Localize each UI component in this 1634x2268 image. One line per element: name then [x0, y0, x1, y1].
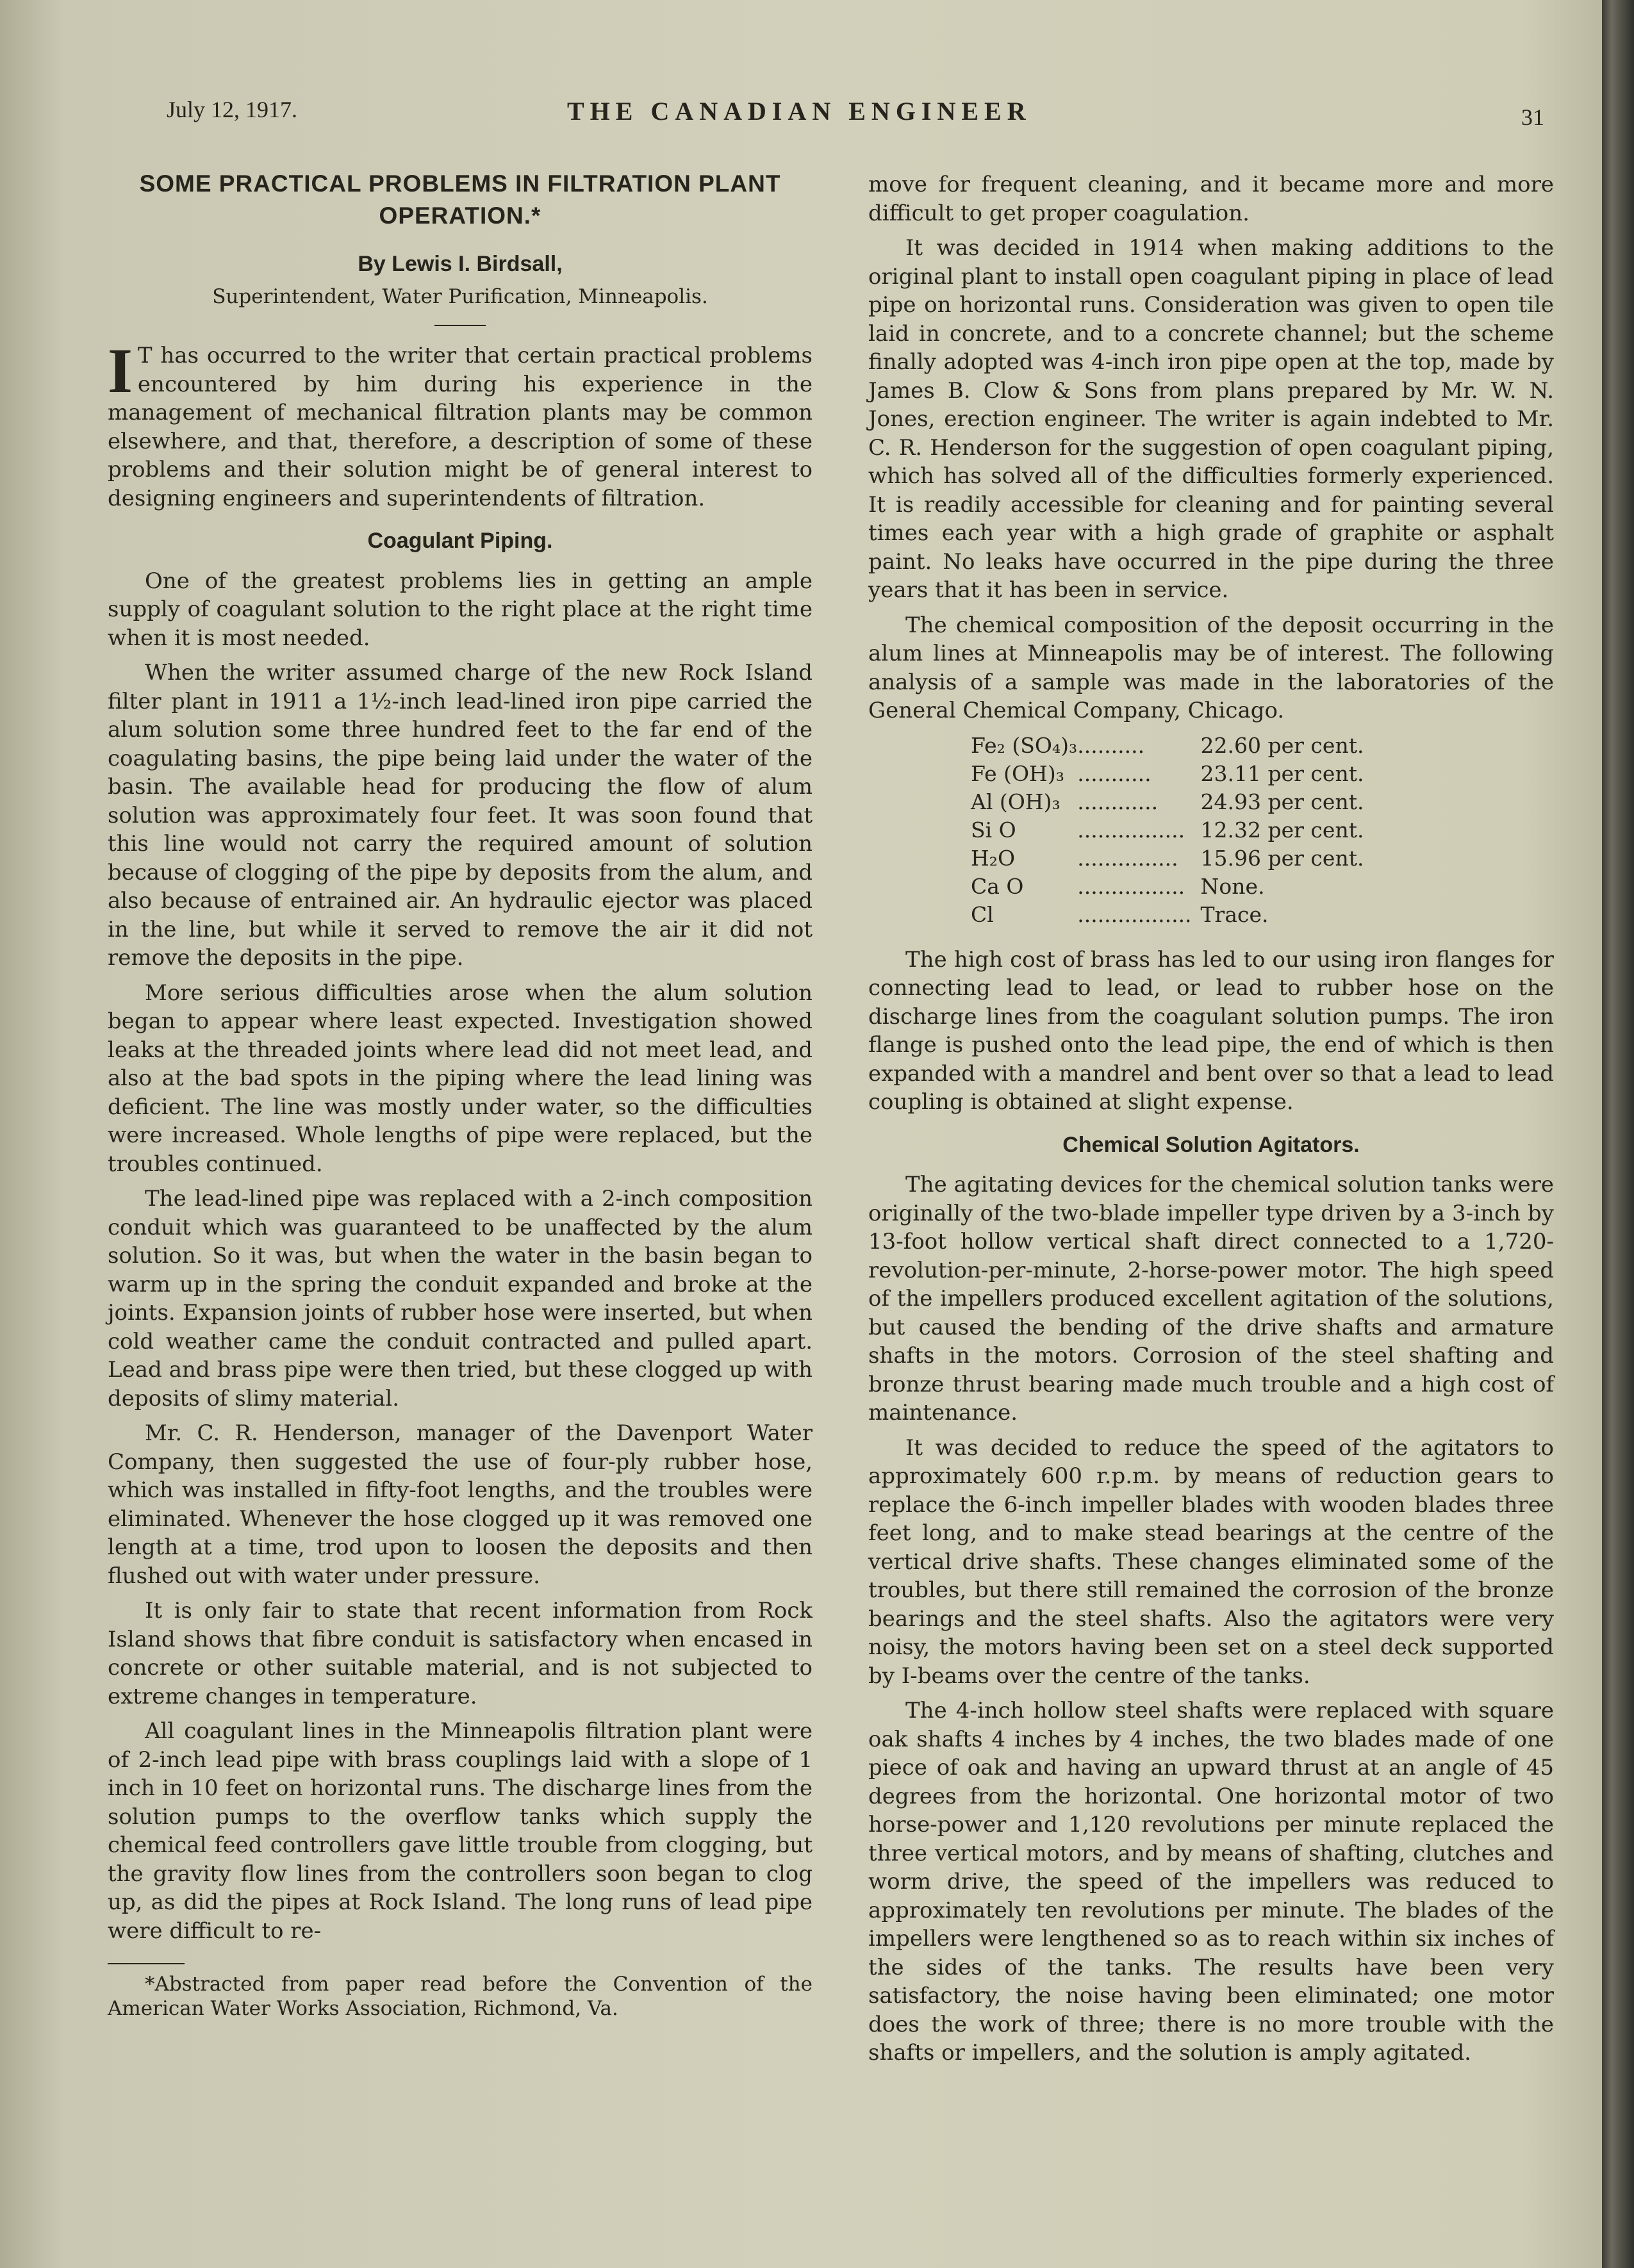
paragraph: More serious difficulties arose when the alum solution began to appear where least expected. Investigation showed leaks at the threaded joints where lead did not meet lead, and also at the bad spots in the piping where the lead lining was deficient. The line was mostly under water, so the difficulties were increased. Whole lengths of pipe were replaced, but the troubles continued. — [108, 980, 813, 1177]
section-heading-coagulant-piping: Coagulant Piping. — [367, 529, 553, 553]
leader-dots: ............ — [1077, 789, 1159, 814]
paragraph: The chemical composition of the deposit occurring in the alum lines at Minneapolis may be of interest. The following analysis of a sample was made in the laboratories of the General Chemical Company, Chicago. — [868, 612, 1554, 723]
paragraph: When the writer assumed charge of the new Rock Island filter plant in 1911 a 1½-inch lead-lined iron pipe carried the alum solution some three hundred feet to the far end of the coagulating basins, the pipe being laid under the water of the basin. The available head for producing the flow of alum solution was approximately four feet. It was soon found that this line would not carry the required amount of solution because of clogging of the pipe by deposits from the alum, and also because of entrained air. An hydraulic ejector was placed in the line, but while it served to remove the air it did not remove the deposits in the pipe. — [108, 660, 813, 971]
leader-dots: ........... — [1077, 760, 1151, 786]
right-column — [868, 170, 1554, 2074]
left-column — [108, 168, 813, 2021]
compound: Ca O — [971, 873, 1024, 899]
table-row — [971, 844, 1364, 873]
percentage: 23.11 per cent. — [1200, 760, 1364, 786]
percentage: 12.32 per cent. — [1200, 817, 1364, 842]
footnote-divider — [108, 1963, 185, 1964]
compound: Al (OH)₃ — [971, 789, 1060, 814]
author-affiliation: Superintendent, Water Purification, Minneapolis. — [212, 284, 708, 308]
compound: Cl — [971, 901, 994, 927]
paragraph: It was decided to reduce the speed of the agitators to approximately 600 r.p.m. by means of reduction gears to replace the 6-inch impeller blades with wooden blades three feet long, and to make stead bearings at the centre of the vertical drive shafts. These changes eliminated some of the troubles, but there still remained the corrosion of the bronze bearings and the steel shafts. Also the agitators were very noisy, the motors having been set on a steel deck supported by I-beams over the centre of the tanks. — [868, 1434, 1554, 1689]
journal-title: THE CANADIAN ENGINEER — [567, 97, 1032, 126]
table-row — [971, 873, 1364, 901]
page-number: 31 — [1521, 104, 1544, 130]
compound: Fe (OH)₃ — [971, 760, 1064, 786]
compound: Fe₂ (SO₄)₃ — [971, 732, 1078, 758]
paragraph: The agitating devices for the chemical solution tanks were originally of the two-blade impeller type driven by a 3-inch by 13-foot hollow vertical shaft direct connected to a 1,720-revolution-per-minute, 2-horse-power motor. The high speed of the impellers produced excellent agitation of the solutions, but caused the bending of the drive shafts and armature shafts in the motors. Corrosion of the steel shafting and bronze thrust bearing made much trouble and a high cost of maintenance. — [868, 1172, 1554, 1426]
percentage: None. — [1200, 873, 1265, 899]
drop-cap: I — [108, 335, 133, 406]
paragraph: Mr. C. R. Henderson, manager of the Davenport Water Company, then suggested the use of four-ply rubber hose, which was installed in fifty-foot lengths, and the troubles were eliminated. Whenever the hose clogged up it was removed one length at a time, trod upon to loosen the deposits and then flushed out with water under pressure. — [108, 1420, 813, 1589]
percentage: 22.60 per cent. — [1200, 732, 1364, 758]
paragraph: One of the greatest problems lies in getting an ample supply of coagulant solution to the right place at the right time when it is most needed. — [108, 568, 813, 651]
leader-dots: ................. — [1077, 901, 1192, 927]
paragraph: It was decided in 1914 when making additions to the original plant to install open coagulant piping in place of lead pipe on horizontal runs. Consideration was given to open tile laid in concrete, and to a concrete channel; but the scheme finally adopted was 4-inch iron pipe open at the top, made by James B. Clow & Sons from plans prepared by Mr. W. N. Jones, erection engineer. The writer is again indebted to Mr. C. R. Henderson for the suggestion of open coagulant piping, which has solved all of the difficulties formerly experienced. It is readily accessible for cleaning and for painting several times each year with a high grade of graphite or asphalt paint. No leaks have occurred in the pipe during the three years that it has been in service. — [868, 235, 1554, 603]
table-row — [971, 901, 1364, 929]
intro-text: T has occurred to the writer that certain practical problems encountered by him during his experience in the management of mechanical filtration plants may be common elsewhere, and that, therefore, a description of some of these problems and their solution might be of general interest to designing engineers and superintendents of filtration. — [108, 343, 813, 511]
paragraph: The high cost of brass has led to our using iron flanges for connecting lead to lead, or lead to rubber hose on the discharge lines from the coagulant solution pumps. The iron flange is pushed onto the lead pipe, the end of which is then expanded with a mandrel and bent over so that a lead to lead coupling is obtained at slight expense. — [868, 946, 1554, 1115]
percentage: Trace. — [1200, 901, 1269, 927]
compound: Si O — [971, 817, 1016, 842]
leader-dots: .......... — [1077, 732, 1145, 758]
paragraph: The 4-inch hollow steel shafts were replaced with square oak shafts 4 inches by 4 inches, the two blades made of one piece of oak and having an upward thrust at an angle of 45 degrees from the horizontal. One horizontal motor of two horse-power and 1,120 revolutions per minute replaced the three vertical motors, and by means of shafting, clutches and worm drive, the speed of the impellers was reduced to approximately ten revolutions per minute. The blades of the impellers were lengthened so as to reach within six inches of the sides of the tanks. The results have been very satisfactory, the noise having been eliminated; one motor does the work of three; there is no more trouble with the shafts or impellers, and the solution is amply agitated. — [868, 1698, 1554, 2066]
table-row — [971, 760, 1364, 788]
issue-date: July 12, 1917. — [167, 97, 298, 122]
section-heading-chemical-solution-agitators: Chemical Solution Agitators. — [1062, 1132, 1360, 1157]
title-divider — [434, 325, 486, 326]
compound: H₂O — [971, 845, 1016, 871]
paragraph: It is only fair to state that recent information from Rock Island shows that fibre conduit is satisfactory when encased in concrete or other suitable material, and is not subjected to extreme changes in temperature. — [108, 1598, 813, 1709]
leader-dots: ................ — [1077, 817, 1185, 842]
table-row — [971, 732, 1364, 760]
book-binding-edge — [1602, 0, 1634, 2268]
author-byline: By Lewis I. Birdsall, — [358, 252, 563, 276]
paragraph: The lead-lined pipe was replaced with a 2-inch composition conduit which was guaranteed to be unaffected by the alum solution. So it was, but when the water in the basin began to warm up in the spring the conduit expanded and broke at the joints. Expansion joints of rubber hose were inserted, but when cold weather came the conduit contracted and pulled apart. Lead and brass pipe were then tried, but these clogged up with deposits of slimy material. — [108, 1186, 813, 1411]
leader-dots: ................ — [1077, 873, 1185, 899]
paragraph: All coagulant lines in the Minneapolis filtration plant were of 2-inch lead pipe with brass couplings laid with a slope of 1 inch in 10 feet on horizontal runs. The discharge lines from the solution pumps to the overflow tanks which supply the chemical feed controllers gave little trouble from clogging, but the gravity flow lines from the controllers soon began to clog up, as did the pipes at Rock Island. The long runs of lead pipe were difficult to re- — [108, 1718, 813, 1944]
table-row — [971, 788, 1364, 816]
footnote: *Abstracted from paper read before the Convention of the American Water Works Association, Richmond, Va. — [108, 1973, 813, 2020]
composition-table — [971, 732, 1364, 929]
leader-dots: ............... — [1077, 845, 1178, 871]
intro-paragraph — [108, 335, 813, 513]
paragraph: move for frequent cleaning, and it became more and more difficult to get proper coagulation. — [868, 172, 1554, 226]
article-title: SOME PRACTICAL PROBLEMS IN FILTRATION PLANT OPERATION.* — [139, 170, 781, 229]
table-row — [971, 816, 1364, 844]
page-header — [167, 96, 1544, 135]
percentage: 15.96 per cent. — [1200, 845, 1364, 871]
percentage: 24.93 per cent. — [1200, 789, 1364, 814]
